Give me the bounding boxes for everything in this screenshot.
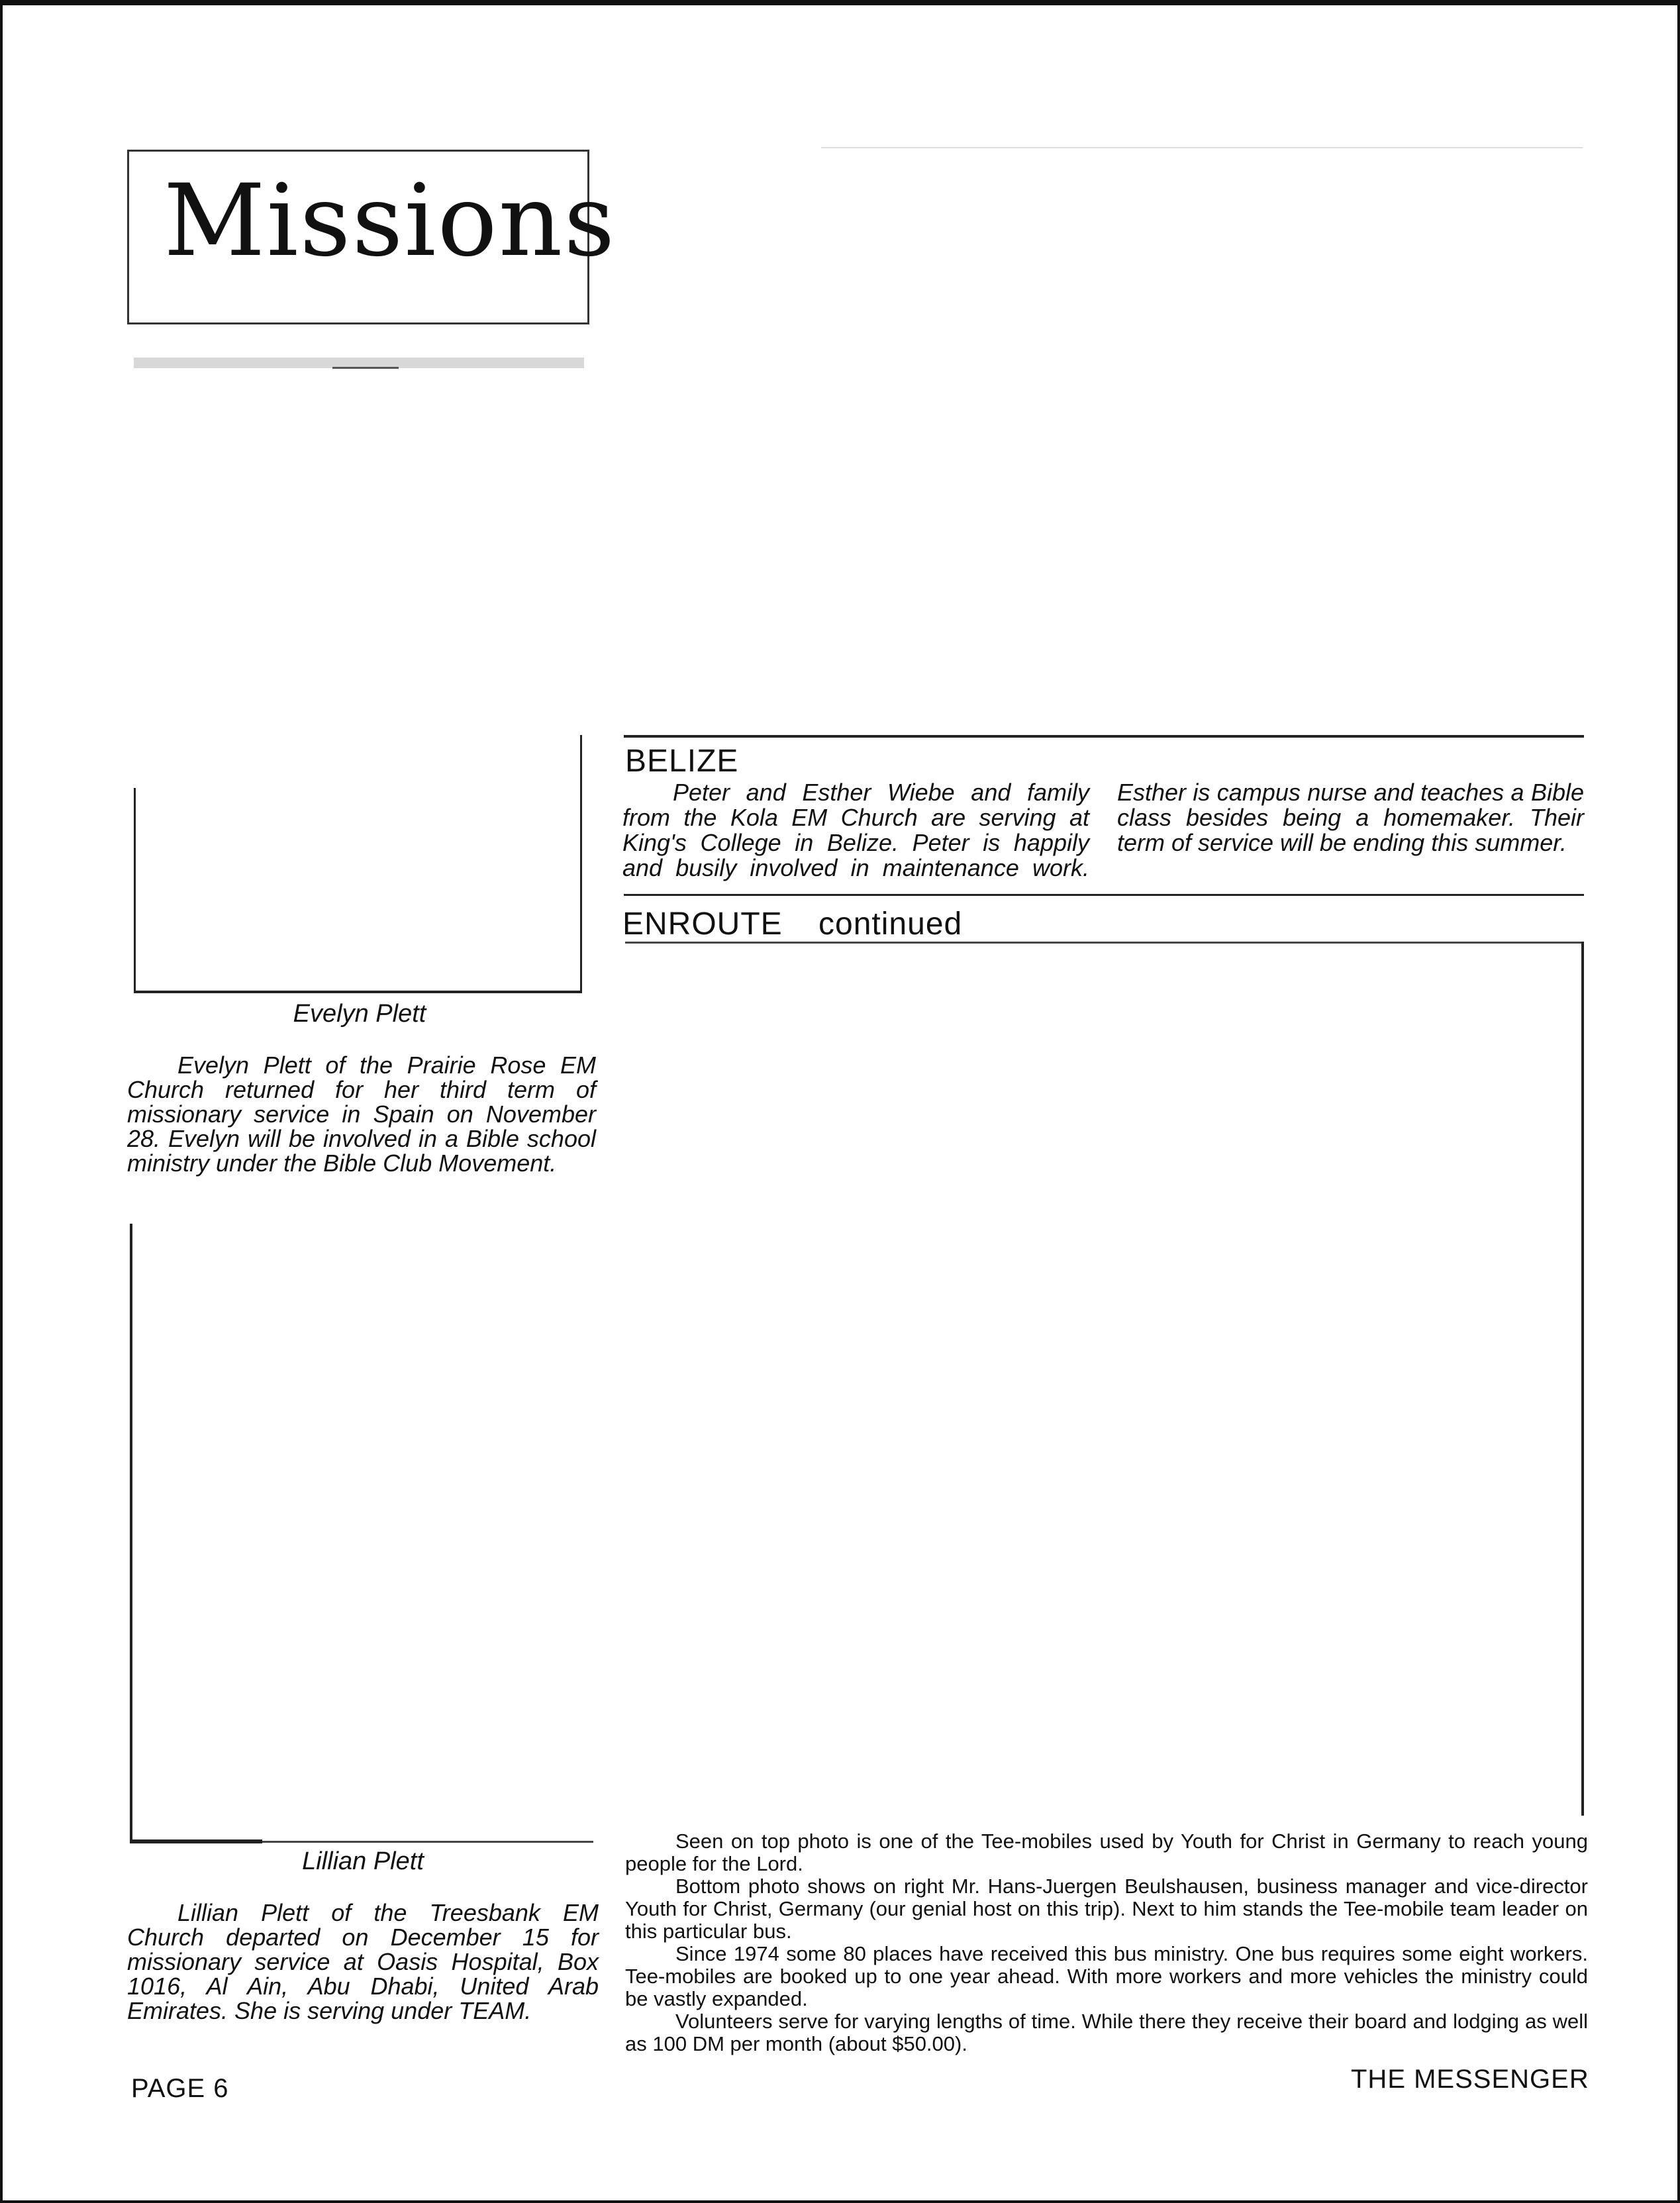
evelyn-paragraph: Evelyn Plett of the Prairie Rose EM Church returned for her third term of missionary service in Spain on November 28. Evelyn will be involved in a Bible school ministry under the Bible Club Movement. — [127, 1052, 596, 1177]
lillian-text — [127, 1900, 599, 2023]
enroute-paragraph-1: Seen on top photo is one of the Tee-mobiles used by Youth for Christ in Germany to reach young people for the Lord. — [625, 1830, 1588, 1875]
lillian-caption: Lillian Plett — [302, 1847, 424, 1875]
enroute-photo — [625, 942, 1585, 1817]
belize-top-rule — [624, 735, 1584, 738]
belize-bottom-rule — [624, 894, 1584, 896]
enroute-text — [625, 1830, 1588, 2055]
top-right-rule — [821, 147, 1583, 148]
enroute-paragraph-2: Bottom photo shows on right Mr. Hans-Juergen Beulshausen, business manager and vice-director Youth for Christ, Germany (our genial host on this trip). Next to him stands the Tee-mobile team leader on this particular bus. — [625, 1875, 1588, 1943]
enroute-heading-suffix: continued — [818, 906, 963, 942]
belize-text — [622, 780, 1584, 881]
belize-paragraph: Peter and Esther Wiebe and family from the Kola EM Church are serving at King's College in Belize. Peter is happily and busily involved in maintenance work. Esther is campus nurse and teaches a Bible class besides being a homemaker. Their term of service will be ending this summer. — [622, 779, 1584, 881]
evelyn-photo — [134, 358, 585, 993]
enroute-heading-main: ENROUTE — [622, 906, 783, 942]
enroute-paragraph-3: Since 1974 some 80 places have received this bus ministry. One bus requires some eight workers. Tee-mobiles are booked up to one year ahead. With more workers and more vehicles the ministry could be vastly expanded. — [625, 1942, 1588, 2010]
evelyn-text — [127, 1053, 596, 1175]
publication-name: THE MESSENGER — [1351, 2065, 1589, 2094]
masthead-title: Missions — [164, 164, 617, 279]
enroute-heading — [622, 906, 962, 942]
belize-heading: BELIZE — [625, 744, 739, 779]
page-number: PAGE 6 — [131, 2074, 229, 2103]
masthead-box — [127, 150, 617, 324]
lillian-paragraph: Lillian Plett of the Treesbank EM Church departed on December 15 for missionary service at Oasis Hospital, Box 1016, Al Ain, Abu Dhabi, United Arab Emirates. She is serving under TEAM. — [127, 1899, 599, 2024]
enroute-paragraph-4: Volunteers serve for varying lengths of time. While there they receive their board and lodging as well as 100 DM per month (about $50.00). — [625, 2010, 1588, 2055]
lillian-photo — [130, 1224, 596, 1846]
evelyn-caption: Evelyn Plett — [293, 1000, 426, 1028]
